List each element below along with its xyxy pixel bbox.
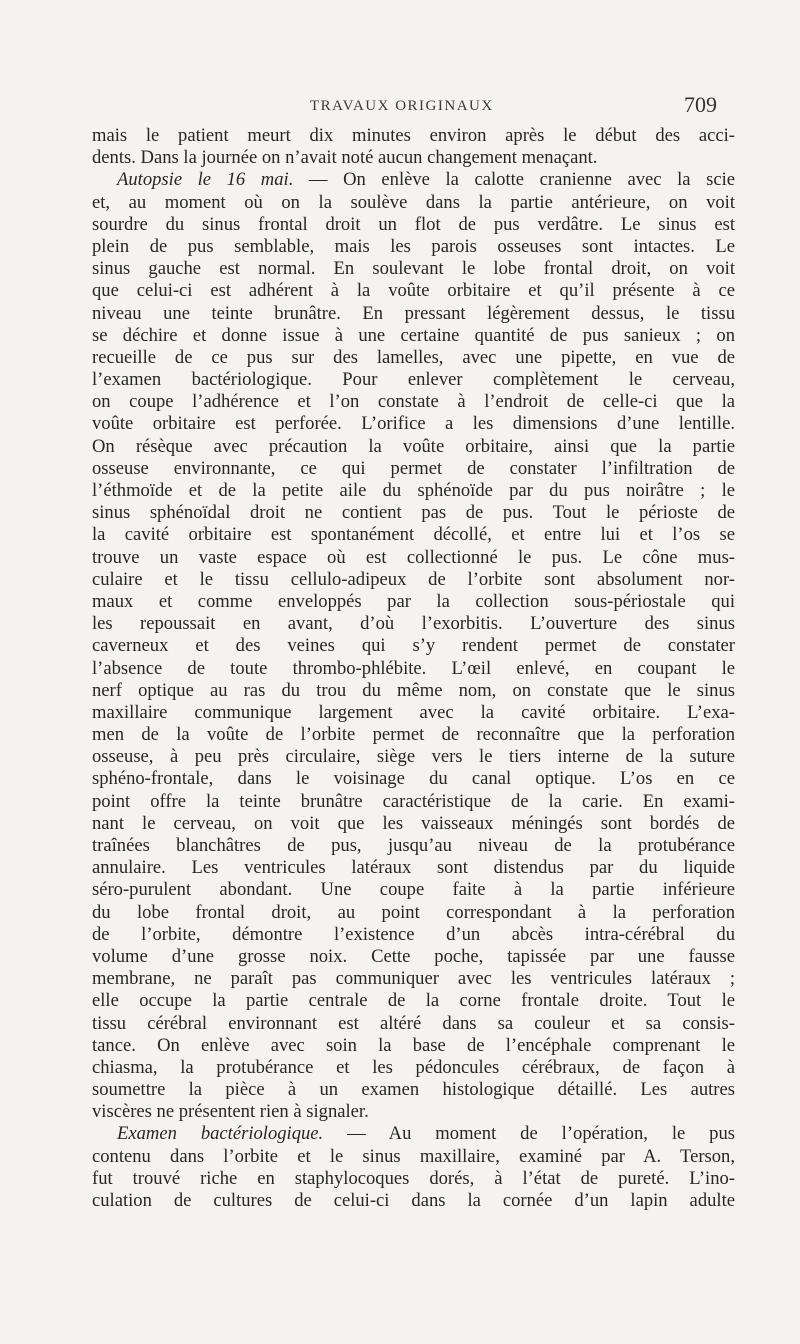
text-line xyxy=(92,214,735,236)
line-text: recueille de ce pus sur des lamelles, avec une pipette, en vue de xyxy=(92,346,735,368)
text-line xyxy=(92,258,735,280)
line-text: soumettre la pièce à un examen histologique détaillé. Les autres xyxy=(92,1079,735,1101)
text-line xyxy=(92,1168,735,1190)
page-number: 709 xyxy=(684,92,717,117)
line-text: on coupe l’adhérence et l’on constate à l’endroit de celle-ci que la xyxy=(92,391,735,413)
line-text: maux et comme enveloppés par la collection sous-périostale qui xyxy=(92,590,735,612)
line-text: l’absence de toute thrombo-phlébite. L’œil enlevé, en coupant le xyxy=(92,657,735,679)
line-text: osseuse, à peu près circulaire, siège vers le tiers interne de la suture xyxy=(92,746,735,768)
line-text: dents. Dans la journée on n’avait noté aucun changement menaçant. xyxy=(92,147,598,169)
line-text: niveau une teinte brunâtre. En pressant légèrement dessus, le tissu xyxy=(92,302,735,324)
text-line xyxy=(92,169,735,191)
line-text: se déchire et donne issue à une certaine quantité de pus sanieux ; on xyxy=(92,324,735,346)
text-line xyxy=(92,524,735,546)
text-line xyxy=(92,303,735,325)
line-text: voûte orbitaire est perforée. L’orifice a les dimensions d’une lentille. xyxy=(92,413,735,435)
text-line xyxy=(92,1101,735,1123)
text-line xyxy=(92,635,735,657)
text-line xyxy=(92,1035,735,1057)
line-text: chiasma, la protubérance et les pédoncules cérébraux, de façon à xyxy=(92,1056,735,1078)
text-line xyxy=(92,813,735,835)
text-line xyxy=(92,413,735,435)
line-text: culaire et le tissu cellulo-adipeux de l’orbite sont absolument nor- xyxy=(92,568,735,590)
line-text: annulaire. Les ventricules latéraux sont distendus par du liquide xyxy=(92,857,735,879)
line-text: traînées blanchâtres de pus, jusqu’au niveau de la protubérance xyxy=(92,835,735,856)
line-text: tance. On enlève avec soin la base de l’encéphale comprenant le xyxy=(92,1034,735,1056)
text-line xyxy=(92,946,735,968)
line-text: — On enlève la calotte cranienne avec la scie xyxy=(293,169,735,191)
line-text: trouve un vaste espace où est collectionné le pus. Le cône mus- xyxy=(92,546,735,568)
text-line xyxy=(92,547,735,569)
line-text: — Au moment de l’opération, le pus xyxy=(323,1123,735,1145)
text-line xyxy=(92,192,735,214)
line-text: elle occupe la partie centrale de la corne frontale droite. Tout le xyxy=(92,990,735,1012)
text-line xyxy=(92,724,735,746)
italic-heading: Examen bactériologique. xyxy=(117,1123,324,1145)
text-line xyxy=(92,835,735,857)
line-text: nerf optique au ras du trou du même nom, on constate que le sinus xyxy=(92,679,735,701)
line-text: les repoussait en avant, d’où l’exorbitis. L’ouverture des sinus xyxy=(92,613,735,635)
line-text: tissu cérébral environnant est altéré dans sa couleur et sa consis- xyxy=(92,1012,735,1034)
line-text: et, au moment où on la soulève dans la partie antérieure, on voit xyxy=(92,191,735,213)
line-text: l’examen bactériologique. Pour enlever complètement le cerveau, xyxy=(92,369,735,391)
text-line xyxy=(92,680,735,702)
text-line xyxy=(92,768,735,790)
line-text: sinus gauche est normal. En soulevant le lobe frontal droit, on voit xyxy=(92,258,735,280)
line-text: caverneux et des veines qui s’y rendent permet de constater xyxy=(92,635,735,657)
text-line xyxy=(92,502,735,524)
text-line xyxy=(92,369,735,391)
line-text: volume d’une grosse noix. Cette poche, tapissée par une fausse xyxy=(92,945,735,967)
text-line xyxy=(92,791,735,813)
text-line xyxy=(92,280,735,302)
line-text: sinus sphénoïdal droit ne contient pas de pus. Tout le périoste de xyxy=(92,502,735,524)
line-text: viscères ne présentent rien à signaler. xyxy=(92,1101,369,1123)
line-text: contenu dans l’orbite et le sinus maxillaire, examiné par A. Terson, xyxy=(92,1145,735,1167)
line-text: maxillaire communique largement avec la cavité orbitaire. L’exa- xyxy=(92,701,735,723)
line-text: sphéno-frontale, dans le voisinage du canal optique. L’os en ce xyxy=(92,768,735,790)
line-text: nant le cerveau, on voit que les vaisseaux méningés sont bordés de xyxy=(92,812,735,834)
text-line xyxy=(92,1190,735,1212)
text-line xyxy=(92,658,735,680)
italic-heading: Autopsie le 16 mai. xyxy=(117,169,294,191)
text-line xyxy=(92,391,735,413)
text-line xyxy=(92,147,735,169)
text-line xyxy=(92,569,735,591)
line-text: plein de pus semblable, mais les parois osseuses sont intactes. Le xyxy=(92,235,735,257)
line-text: la cavité orbitaire est spontanément décollé, et entre lui et l’os se xyxy=(92,524,735,546)
text-line xyxy=(92,968,735,990)
running-title: TRAVAUX ORIGINAUX xyxy=(310,98,494,114)
text-line xyxy=(92,1123,735,1145)
text-line xyxy=(92,702,735,724)
text-line xyxy=(92,990,735,1012)
line-text: men de la voûte de l’orbite permet de reconnaître que la perforation xyxy=(92,724,735,746)
text-line xyxy=(92,480,735,502)
line-text: mais le patient meurt dix minutes environ après le début des acci- xyxy=(92,125,735,146)
running-head xyxy=(0,92,800,122)
line-text: sourdre du sinus frontal droit un flot de pus verdâtre. Le sinus est xyxy=(92,213,735,235)
text-line xyxy=(92,436,735,458)
line-text: culation de cultures de celui-ci dans la cornée d’un lapin adulte xyxy=(92,1190,735,1211)
line-text: point offre la teinte brunâtre caractéristique de la carie. En exami- xyxy=(92,790,735,812)
text-line xyxy=(92,857,735,879)
line-text: On résèque avec précaution la voûte orbitaire, ainsi que la partie xyxy=(92,435,735,457)
line-text: osseuse environnante, ce qui permet de constater l’infiltration de xyxy=(92,457,735,479)
text-line xyxy=(92,613,735,635)
text-line xyxy=(92,902,735,924)
text-line xyxy=(92,458,735,480)
line-text: fut trouvé riche en staphylocoques dorés, à l’état de pureté. L’ino- xyxy=(92,1167,735,1189)
text-line xyxy=(92,1079,735,1101)
text-line xyxy=(92,325,735,347)
text-line xyxy=(92,746,735,768)
text-line xyxy=(92,924,735,946)
text-line xyxy=(92,879,735,901)
text-line xyxy=(92,236,735,258)
line-text: du lobe frontal droit, au point correspondant à la perforation xyxy=(92,901,735,923)
text-line xyxy=(92,125,735,147)
text-line xyxy=(92,591,735,613)
line-text: séro-purulent abondant. Une coupe faite à la partie inférieure xyxy=(92,879,735,901)
line-text: l’éthmoïde et de la petite aile du sphénoïde par du pus noirâtre ; le xyxy=(92,480,735,501)
body-text xyxy=(92,125,735,1212)
line-text: membrane, ne paraît pas communiquer avec les ventricules latéraux ; xyxy=(92,968,735,990)
text-line xyxy=(92,1013,735,1035)
line-text: que celui-ci est adhérent à la voûte orbitaire et qu’il présente à ce xyxy=(92,280,735,302)
text-line xyxy=(92,1057,735,1079)
text-line xyxy=(92,1146,735,1168)
line-text: de l’orbite, démontre l’existence d’un abcès intra-cérébral du xyxy=(92,923,735,945)
text-line xyxy=(92,347,735,369)
